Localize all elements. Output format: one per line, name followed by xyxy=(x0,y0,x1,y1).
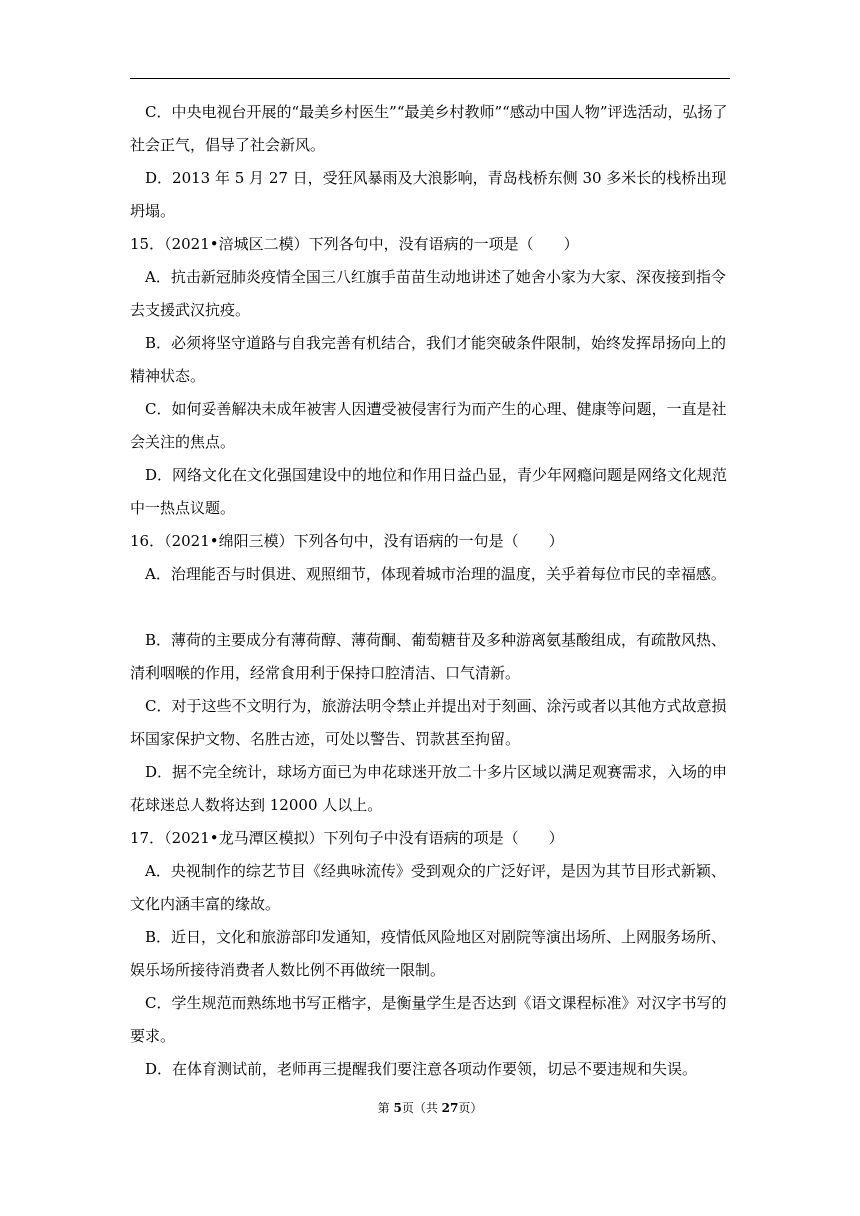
option-17b: B．近日，文化和旅游部印发通知，疫情低风险地区对剧院等演出场所、上网服务场所、娱乐场所接待消费者人数比例不再做统一限制。 xyxy=(130,928,727,979)
option-15a: A．抗击新冠肺炎疫情全国三八红旗手苗苗生动地讲述了她舍小家为大家、深夜接到指令去支援武汉抗疫。 xyxy=(130,268,726,319)
option-17a: A．央视制作的综艺节目《经典咏流传》受到观众的广泛好评，是因为其节目形式新颖、文化内涵丰富的缘故。 xyxy=(130,862,726,913)
option-17c: C．学生规范而熟练地书写正楷字，是衡量学生是否达到《语文课程标准》对汉字书写的要求。 xyxy=(130,994,727,1045)
option-14c: C．中央电视台开展的“最美乡村医生”“最美乡村教师”“感动中国人物”评选活动，弘扬了社会正气，倡导了社会新风。 xyxy=(130,103,728,154)
question-17: 17．（2021•龙马潭区模拟）下列句子中没有语病的项是（ ） xyxy=(130,829,564,847)
blank-line xyxy=(130,591,730,624)
header-rule xyxy=(130,78,730,79)
option-17d: D．在体育测试前，老师再三提醒我们要注意各项动作要领，切忌不要违规和失误。 xyxy=(145,1060,698,1078)
option-16a: A．治理能否与时俱进、观照细节，体现着城市治理的温度，关乎着每位市民的幸福感。 xyxy=(145,565,726,583)
footer-page-number: 5 xyxy=(393,1101,402,1115)
page-footer xyxy=(0,1100,860,1116)
option-16d: D．据不完全统计，球场方面已为申花球迷开放二十多片区域以满足观赛需求，入场的申花球迷总人数将达到 12000 人以上。 xyxy=(130,763,728,814)
option-15b: B．必须将坚守道路与自我完善有机结合，我们才能突破条件限制，始终发挥昂扬向上的精神状态。 xyxy=(130,334,727,385)
page-content xyxy=(130,96,730,1086)
option-14d: D．2013 年 5 月 27 日，受狂风暴雨及大浪影响，青岛栈桥东侧 30 多米长的栈桥出现坍塌。 xyxy=(130,169,727,220)
option-15d: D．网络文化在文化强国建设中的地位和作用日益凸显，青少年网瘾问题是网络文化规范中一热点议题。 xyxy=(130,466,728,517)
option-16b: B．薄荷的主要成分有薄荷醇、薄荷酮、葡萄糖苷及多种游离氨基酸组成，有疏散风热、清利咽喉的作用，经常食用利于保持口腔清洁、口气清新。 xyxy=(130,631,727,682)
question-16: 16．（2021•绵阳三模）下列各句中，没有语病的一句是（ ） xyxy=(130,532,564,550)
footer-suffix: 页） xyxy=(458,1101,483,1115)
footer-total-pages: 27 xyxy=(441,1101,459,1115)
question-15: 15．（2021•涪城区二模）下列各句中，没有语病的一项是（ ） xyxy=(130,235,579,253)
footer-middle: 页（共 xyxy=(401,1101,442,1115)
option-16c: C．对于这些不文明行为，旅游法明令禁止并提出对于刻画、涂污或者以其他方式故意损坏国家保护文物、名胜古迹，可处以警告、罚款甚至拘留。 xyxy=(130,697,727,748)
option-15c: C．如何妥善解决未成年被害人因遭受被侵害行为而产生的心理、健康等问题，一直是社会关注的焦点。 xyxy=(130,400,727,451)
footer-prefix: 第 xyxy=(377,1101,394,1115)
